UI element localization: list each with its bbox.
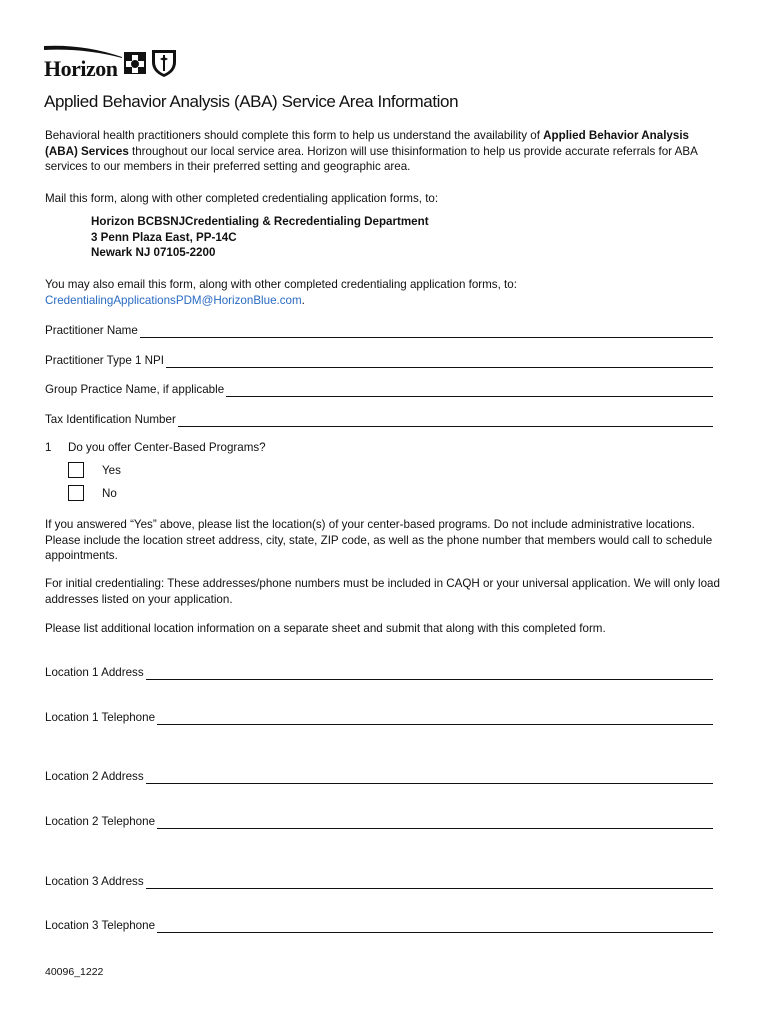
group-practice-input[interactable]: [226, 384, 713, 397]
intro-bold: Applied Behavior Analysis (ABA) Services: [45, 129, 689, 158]
location-2-telephone-input[interactable]: [157, 816, 713, 829]
logo-wordmark: Horizon: [44, 56, 118, 81]
mailing-address: [91, 214, 429, 261]
location-1-telephone-label: Location 1 Telephone: [45, 711, 156, 724]
tax-id-input[interactable]: [178, 414, 713, 427]
group-practice-label: Group Practice Name, if applicable: [45, 383, 225, 396]
option-no[interactable]: [68, 485, 117, 501]
location-3-telephone-label: Location 3 Telephone: [45, 919, 156, 932]
tax-id-label: Tax Identification Number: [45, 413, 176, 426]
location-3-address-label: Location 3 Address: [45, 875, 144, 888]
additional-locations-note: Please list additional location information on a separate sheet and submit that along with this completed form.: [45, 622, 606, 635]
npi-label: Practitioner Type 1 NPI: [45, 354, 164, 367]
location-1-telephone-input[interactable]: [157, 712, 713, 725]
location-1-address-input[interactable]: [146, 667, 713, 680]
npi-field[interactable]: [45, 352, 713, 368]
initial-credentialing-note: For initial credentialing: These addresses/phone numbers must be included in CAQH or your universal application. We will only load addresses listed on your application.: [45, 577, 720, 606]
form-code: 40096_1222: [45, 966, 104, 978]
location-3-address-input[interactable]: [146, 876, 713, 889]
question-text: Do you offer Center-Based Programs?: [68, 441, 266, 454]
location-2-address-input[interactable]: [146, 771, 713, 784]
email-instruction: [45, 277, 725, 308]
tax-id-field[interactable]: [45, 411, 713, 427]
location-2-telephone-field[interactable]: [45, 813, 713, 829]
email-instruction-text: You may also email this form, along with other completed credentialing application forms, to:: [45, 278, 517, 291]
location-2-address-field[interactable]: [45, 768, 713, 784]
npi-input[interactable]: [166, 355, 713, 368]
question-number: 1: [45, 441, 52, 454]
email-link[interactable]: CredentialingApplicationsPDM@HorizonBlue.com: [45, 293, 302, 307]
location-1-telephone-field[interactable]: [45, 709, 713, 725]
practitioner-name-label: Practitioner Name: [45, 324, 138, 337]
group-practice-field[interactable]: [45, 381, 713, 397]
no-label: No: [102, 486, 117, 500]
address-line-2: 3 Penn Plaza East, PP-14C: [91, 230, 237, 244]
horizon-logo: [44, 44, 184, 80]
cross-shield-icon: [122, 46, 182, 78]
practitioner-name-input[interactable]: [140, 325, 713, 338]
address-line-3: Newark NJ 07105-2200: [91, 246, 216, 259]
location-2-address-label: Location 2 Address: [45, 770, 144, 783]
yes-label: Yes: [102, 463, 121, 477]
intro-paragraph: [45, 128, 725, 175]
no-checkbox[interactable]: [68, 485, 84, 501]
option-yes[interactable]: [68, 462, 121, 478]
address-line-1: Horizon BCBSNJCredentialing & Recredentialing Department: [91, 215, 429, 228]
location-1-address-field[interactable]: [45, 664, 713, 680]
question-center-based: [45, 441, 266, 454]
intro-text-1: Behavioral health practitioners should complete this form to help us understand the availability of: [45, 129, 544, 142]
yes-checkbox[interactable]: [68, 462, 84, 478]
locations-instruction: If you answered “Yes” above, please list the location(s) of your center-based programs. Do not include administrative locations. Please include the location street address, city, state, ZIP code, as well as the phone number that members would call to schedule appointments.: [45, 518, 713, 562]
location-1-address-label: Location 1 Address: [45, 666, 144, 679]
location-3-telephone-field[interactable]: [45, 917, 713, 933]
practitioner-name-field[interactable]: [45, 322, 713, 338]
location-2-telephone-label: Location 2 Telephone: [45, 815, 156, 828]
mail-instruction: Mail this form, along with other completed credentialing application forms, to:: [45, 192, 439, 205]
email-period: .: [301, 293, 305, 307]
page-title: Applied Behavior Analysis (ABA) Service Area Information: [44, 92, 459, 111]
location-3-address-field[interactable]: [45, 873, 713, 889]
location-3-telephone-input[interactable]: [157, 920, 713, 933]
intro-text-2: throughout our local service area. Horizon will use thisinformation to help us provide accurate referrals for ABA services to our members in their preferred setting and geographic area.: [45, 144, 698, 173]
